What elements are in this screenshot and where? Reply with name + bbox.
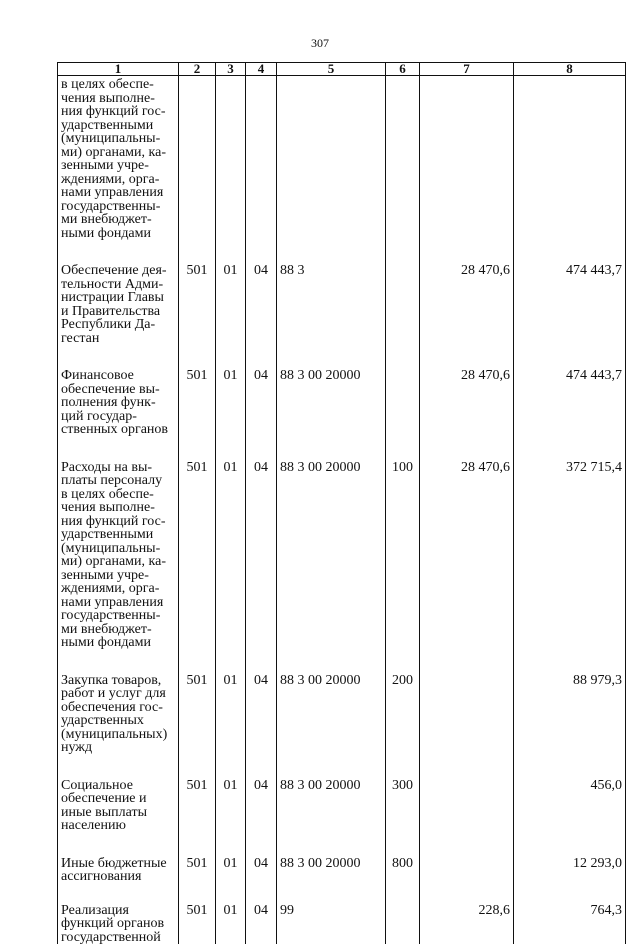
expense-type-code <box>386 264 420 369</box>
row-name: Расходы на вы- платы персоналу в целях обеспе- чения выполне- ния функций гос- ударственными (муниципальны- ми) органами, ка- зенными учре- ждениями, орга- нами управления государственны- ми внебюджет- ными фондами <box>61 459 166 650</box>
table-row <box>58 264 626 369</box>
amount-col7: 28 470,6 <box>420 264 514 369</box>
subsection-code: 04 <box>246 264 277 369</box>
header-col-2: 2 <box>179 63 216 76</box>
table-row <box>58 76 626 265</box>
row-name-cell <box>58 904 179 945</box>
account-code: 501 <box>179 369 216 461</box>
row-name: Обеспечение дея- тельности Адми- нистрации Главы и Правительства Республики Да- гестан <box>61 263 167 346</box>
budget-table <box>57 62 626 944</box>
amount-col7: 28 470,6 <box>420 461 514 674</box>
row-name: Социальное обеспечение и иные выплаты населению <box>61 777 147 833</box>
amount-col8: 88 979,3 <box>514 674 626 779</box>
section-code: 01 <box>216 369 246 461</box>
amount-col7: 228,6 <box>420 904 514 945</box>
subsection-code <box>246 76 277 265</box>
amount-col7 <box>420 779 514 857</box>
amount-col7 <box>420 674 514 779</box>
account-code <box>179 76 216 265</box>
table-row <box>58 904 626 945</box>
target-article-code: 88 3 00 20000 <box>277 674 386 779</box>
account-code: 501 <box>179 264 216 369</box>
header-col-8: 8 <box>514 63 626 76</box>
amount-col8: 372 715,4 <box>514 461 626 674</box>
expense-type-code <box>386 904 420 945</box>
row-name: Иные бюджетные ассигнования <box>61 855 167 884</box>
row-name: Реализация функций органов государственной <box>61 902 165 945</box>
row-name-cell <box>58 76 179 265</box>
row-name-cell <box>58 674 179 779</box>
target-article-code: 88 3 00 20000 <box>277 857 386 904</box>
account-code: 501 <box>179 904 216 945</box>
section-code: 01 <box>216 264 246 369</box>
row-name-cell <box>58 779 179 857</box>
subsection-code: 04 <box>246 461 277 674</box>
expense-type-code: 200 <box>386 674 420 779</box>
table-body <box>58 76 626 945</box>
target-article-code: 88 3 00 20000 <box>277 461 386 674</box>
section-code: 01 <box>216 674 246 779</box>
target-article-code: 88 3 00 20000 <box>277 369 386 461</box>
table-row <box>58 369 626 461</box>
row-name-cell <box>58 461 179 674</box>
table-row <box>58 674 626 779</box>
target-article-code <box>277 76 386 265</box>
header-col-6: 6 <box>386 63 420 76</box>
account-code: 501 <box>179 674 216 779</box>
expense-type-code: 100 <box>386 461 420 674</box>
table-row <box>58 779 626 857</box>
target-article-code: 99 <box>277 904 386 945</box>
section-code: 01 <box>216 461 246 674</box>
header-col-3: 3 <box>216 63 246 76</box>
header-row <box>58 63 626 76</box>
section-code: 01 <box>216 779 246 857</box>
target-article-code: 88 3 00 20000 <box>277 779 386 857</box>
header-col-5: 5 <box>277 63 386 76</box>
page-number: 307 <box>311 36 329 50</box>
account-code: 501 <box>179 779 216 857</box>
expense-type-code: 800 <box>386 857 420 904</box>
row-name-cell <box>58 264 179 369</box>
amount-col8: 474 443,7 <box>514 369 626 461</box>
amount-col8: 456,0 <box>514 779 626 857</box>
amount-col8: 474 443,7 <box>514 264 626 369</box>
table-row <box>58 461 626 674</box>
section-code <box>216 76 246 265</box>
section-code: 01 <box>216 857 246 904</box>
header-col-7: 7 <box>420 63 514 76</box>
target-article-code: 88 3 <box>277 264 386 369</box>
amount-col8: 764,3 <box>514 904 626 945</box>
header-col-1: 1 <box>58 63 179 76</box>
row-name-cell <box>58 857 179 904</box>
amount-col8: 12 293,0 <box>514 857 626 904</box>
account-code: 501 <box>179 857 216 904</box>
expense-type-code: 300 <box>386 779 420 857</box>
subsection-code: 04 <box>246 857 277 904</box>
section-code: 01 <box>216 904 246 945</box>
table-row <box>58 857 626 904</box>
amount-col7 <box>420 76 514 265</box>
subsection-code: 04 <box>246 369 277 461</box>
expense-type-code <box>386 369 420 461</box>
expense-type-code <box>386 76 420 265</box>
amount-col7: 28 470,6 <box>420 369 514 461</box>
subsection-code: 04 <box>246 674 277 779</box>
subsection-code: 04 <box>246 779 277 857</box>
header-col-4: 4 <box>246 63 277 76</box>
row-name: Закупка товаров, работ и услуг для обеспечения гос- ударственных (муниципальных) нужд <box>61 672 168 755</box>
row-name-cell <box>58 369 179 461</box>
amount-col7 <box>420 857 514 904</box>
row-name: Финансовое обеспечение вы- полнения функ- ций государ- ственных органов <box>61 368 169 437</box>
amount-col8 <box>514 76 626 265</box>
subsection-code: 04 <box>246 904 277 945</box>
account-code: 501 <box>179 461 216 674</box>
row-name: в целях обеспе- чения выполне- ния функций гос- ударственными (муниципальны- ми) органами, ка- зенными учре- ждениями, орга- нами управления государственны- ми внебюджет- ными фондами <box>61 77 166 241</box>
